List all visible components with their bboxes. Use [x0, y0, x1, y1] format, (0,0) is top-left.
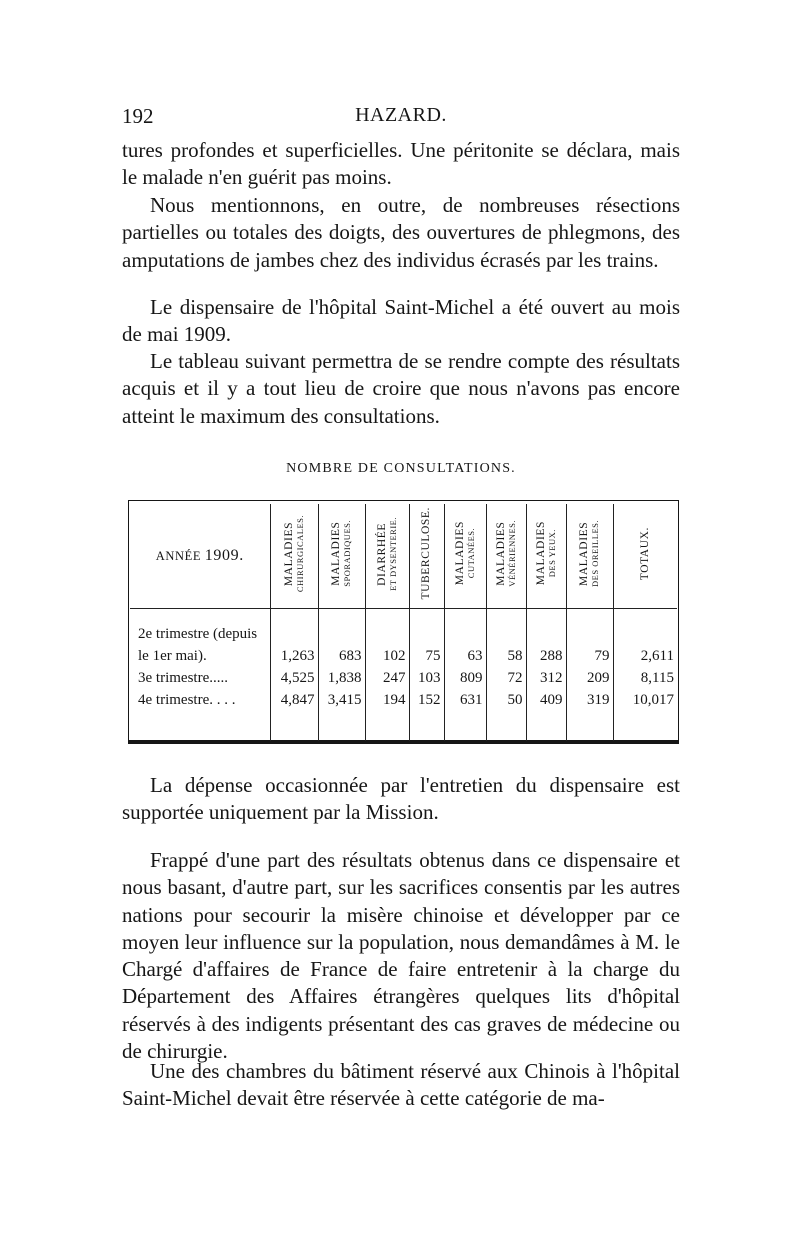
column-header	[270, 504, 318, 609]
column-header-line2: ET DYSENTERIE.	[387, 516, 398, 591]
table-cell: 247	[365, 667, 409, 689]
table-cell: 103	[409, 667, 444, 689]
table-row	[130, 689, 677, 711]
column-header-line2: CHIRURGICALES.	[294, 514, 305, 593]
table-cell: 631	[444, 689, 486, 711]
column-header-line1: MALADIES	[282, 521, 295, 586]
table-cell: 58	[486, 623, 526, 667]
table-cell: 4,847	[270, 689, 318, 711]
column-header-line1: MALADIES	[453, 521, 466, 586]
table-cell: 4,525	[270, 667, 318, 689]
paragraph-expense: La dépense occasionnée par l'entretien du dispensaire est supportée uniquement par la Mission.	[122, 773, 680, 825]
page-header	[122, 104, 680, 130]
table-cell: 288	[526, 623, 566, 667]
table-cell: 152	[409, 689, 444, 711]
row-label: 2e trimestre (depuis le 1er mai).	[138, 626, 258, 664]
column-header-line1: TOTAUX.	[638, 526, 651, 581]
column-header-line2: DES OREILLES.	[590, 520, 601, 587]
table-cell: 102	[365, 623, 409, 667]
row-label: 3e trimestre.....	[138, 670, 228, 686]
year-header-year: 1909.	[204, 547, 244, 564]
table-cell: 209	[566, 667, 613, 689]
column-header-line2: VÉNÉRIENNES.	[506, 520, 517, 587]
paragraph-dispensary-opening: Le dispensaire de l'hôpital Saint-Michel a été ouvert au mois de mai 1909.	[122, 295, 680, 347]
table-cell: 312	[526, 667, 566, 689]
column-header-line1: MALADIES	[330, 521, 342, 586]
spacer-row	[130, 711, 677, 741]
year-header	[130, 504, 270, 609]
column-header-line1: MALADIES	[494, 521, 507, 586]
column-header-line1: MALADIES	[534, 521, 547, 586]
column-header	[365, 504, 409, 609]
page-number: 192	[122, 104, 154, 128]
table-row	[130, 623, 677, 667]
column-header-line1: DIARRHÉE	[375, 522, 388, 585]
column-header	[526, 504, 566, 609]
row-label: 4e trimestre. . . .	[138, 692, 236, 708]
year-header-label: ANNÉE	[155, 549, 202, 563]
table-cell: 319	[566, 689, 613, 711]
paragraph-continuation: tures profondes et superficielles. Une péritonite se déclara, mais le malade n'en guérit pas moins.	[122, 138, 680, 190]
column-header	[409, 504, 444, 609]
column-header-line1: MALADIES	[578, 521, 590, 586]
running-title: HAZARD.	[355, 104, 447, 126]
paragraph-request: Frappé d'une part des résultats obtenus dans ce dispensaire et nous basant, d'autre part, sur les sacrifices consentis par les autres nations pour secourir la misère chinoise et développer par ce moyen leur influence sur la population, nous demandâmes à M. le Chargé d'affaires de France de faire entretenir à la charge du Département des Affaires étrangères quelques lits d'hôpital réservés à des indigents présentant des cas graves de médecine ou de chirurgie.	[122, 848, 680, 1064]
column-header	[318, 504, 365, 609]
column-header	[613, 504, 677, 609]
table-title: NOMBRE DE CONSULTATIONS.	[286, 461, 516, 476]
table-header-row	[130, 504, 677, 609]
table-cell: 3,415	[318, 689, 365, 711]
paragraph-table-intro: Le tableau suivant permettra de se rendre compte des résultats acquis et il y a tout lieu de croire que nous n'avons pas encore atteint le maximum des consultations.	[122, 349, 680, 428]
table-cell: 72	[486, 667, 526, 689]
paragraph-resections: Nous mentionnons, en outre, de nombreuses résections partielles ou totales des doigts, des ouvertures de phlegmons, des amputations de jambes chez des individus écrasés par les trains.	[122, 193, 680, 272]
table-row	[130, 667, 677, 689]
table-cell: 683	[318, 623, 365, 667]
table-cell: 1,838	[318, 667, 365, 689]
paragraph-rooms: Une des chambres du bâtiment réservé aux Chinois à l'hôpital Saint-Michel devait être réservée à cette catégorie de ma-	[122, 1059, 680, 1111]
consultations-table	[130, 504, 677, 741]
spacer-row	[130, 609, 677, 624]
column-header	[566, 504, 613, 609]
table-cell: 194	[365, 689, 409, 711]
table-cell: 50	[486, 689, 526, 711]
column-header-line1: TUBERCULOSE.	[419, 507, 432, 600]
table-cell: 409	[526, 689, 566, 711]
table-cell: 10,017	[613, 689, 677, 711]
table-cell: 1,263	[270, 623, 318, 667]
column-header	[444, 504, 486, 609]
column-header-line2: DES YEUX.	[546, 529, 557, 578]
table-cell: 2,611	[613, 623, 677, 667]
table-cell: 809	[444, 667, 486, 689]
column-header-line2: SPORADIQUES.	[342, 520, 353, 587]
table-cell: 79	[566, 623, 613, 667]
table-frame	[128, 500, 679, 744]
column-header	[486, 504, 526, 609]
table-cell: 8,115	[613, 667, 677, 689]
table-cell: 75	[409, 623, 444, 667]
table-cell: 63	[444, 623, 486, 667]
column-header-line2: CUTANÉES.	[465, 528, 476, 579]
